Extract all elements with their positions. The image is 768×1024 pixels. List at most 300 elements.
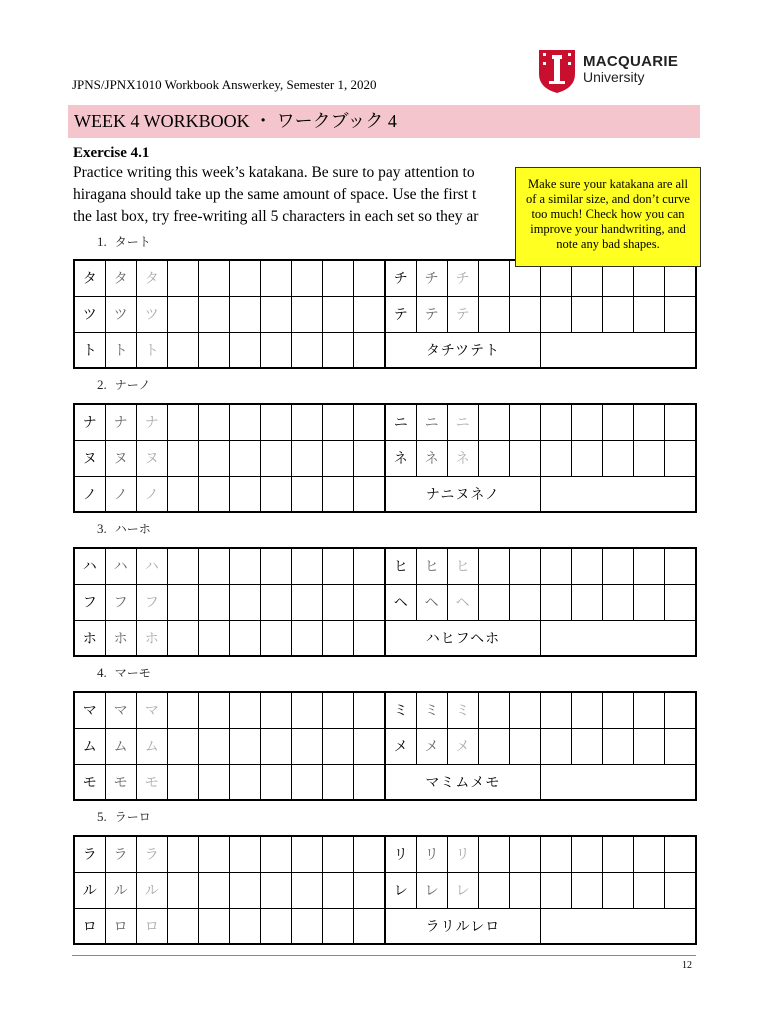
practice-cell — [509, 728, 540, 764]
trace-char-cell: ホ — [105, 620, 136, 656]
free-writing-space — [540, 476, 695, 512]
practice-cell — [572, 728, 603, 764]
practice-cell — [261, 404, 292, 440]
practice-cell — [261, 728, 292, 764]
practice-cell — [665, 692, 696, 728]
practice-cell — [478, 296, 509, 332]
practice-cell — [229, 620, 260, 656]
practice-cell — [572, 548, 603, 584]
trace-char-cell: ツ — [105, 296, 136, 332]
practice-cell — [572, 404, 603, 440]
practice-cell — [261, 908, 292, 944]
trace-char-cell: レ — [447, 872, 478, 908]
practice-cell — [540, 296, 571, 332]
practice-cell — [229, 728, 260, 764]
practice-cell — [261, 332, 292, 368]
practice-cell — [229, 584, 260, 620]
free-writing-cell: ラリルレロ — [385, 908, 540, 944]
practice-cell — [323, 260, 354, 296]
practice-cell — [665, 548, 696, 584]
practice-cell — [509, 836, 540, 872]
practice-cell — [261, 620, 292, 656]
practice-cell — [478, 728, 509, 764]
practice-cell — [261, 548, 292, 584]
practice-cell — [292, 296, 323, 332]
grid-row — [74, 728, 696, 764]
model-char-cell: モ — [74, 764, 105, 800]
trace-char-cell: ホ — [136, 620, 167, 656]
trace-char-cell: ナ — [105, 404, 136, 440]
practice-cell — [665, 296, 696, 332]
practice-cell — [603, 584, 634, 620]
practice-cell — [354, 764, 385, 800]
practice-cell — [167, 908, 198, 944]
practice-cell — [323, 692, 354, 728]
trace-char-cell: ム — [136, 728, 167, 764]
course-header: JPNS/JPNX1010 Workbook Answerkey, Semester 1, 2020 — [72, 77, 377, 92]
practice-cell — [540, 440, 571, 476]
practice-cell — [167, 332, 198, 368]
practice-cell — [634, 872, 665, 908]
practice-cell — [229, 476, 260, 512]
trace-char-cell: ル — [105, 872, 136, 908]
trace-char-cell: テ — [416, 296, 447, 332]
practice-cell — [323, 476, 354, 512]
practice-cell — [229, 260, 260, 296]
set-range: ハーホ — [114, 522, 151, 536]
model-char-cell: ハ — [74, 548, 105, 584]
trace-char-cell: ニ — [447, 404, 478, 440]
practice-cell — [292, 872, 323, 908]
practice-cell — [198, 764, 229, 800]
trace-char-cell: マ — [136, 692, 167, 728]
grid-row — [74, 296, 696, 332]
trace-char-cell: テ — [447, 296, 478, 332]
practice-cell — [540, 728, 571, 764]
model-char-cell: メ — [385, 728, 416, 764]
practice-cell — [540, 404, 571, 440]
practice-grid — [73, 259, 697, 369]
practice-cell — [603, 728, 634, 764]
practice-cell — [540, 584, 571, 620]
free-writing-space — [540, 620, 695, 656]
practice-cell — [167, 728, 198, 764]
practice-cell — [509, 872, 540, 908]
set-range: ナーノ — [114, 378, 151, 392]
practice-cell — [665, 728, 696, 764]
practice-cell — [572, 836, 603, 872]
practice-cell — [634, 728, 665, 764]
practice-cell — [540, 836, 571, 872]
practice-grid — [73, 835, 697, 945]
practice-cell — [323, 332, 354, 368]
trace-char-cell: ム — [105, 728, 136, 764]
model-char-cell: テ — [385, 296, 416, 332]
practice-cell — [509, 296, 540, 332]
trace-char-cell: リ — [416, 836, 447, 872]
practice-cell — [167, 440, 198, 476]
trace-char-cell: タ — [105, 260, 136, 296]
model-char-cell: ヌ — [74, 440, 105, 476]
trace-char-cell: ハ — [105, 548, 136, 584]
trace-char-cell: ロ — [136, 908, 167, 944]
practice-cell — [167, 476, 198, 512]
logo-subtitle: University — [583, 69, 645, 85]
grid-row — [74, 764, 696, 800]
practice-cell — [603, 440, 634, 476]
practice-cell — [354, 908, 385, 944]
practice-cell — [198, 332, 229, 368]
practice-cell — [261, 476, 292, 512]
grid-row — [74, 548, 696, 584]
practice-cell — [323, 440, 354, 476]
trace-char-cell: メ — [416, 728, 447, 764]
practice-cell — [509, 548, 540, 584]
practice-cell — [665, 584, 696, 620]
university-logo — [537, 48, 687, 94]
practice-cell — [229, 440, 260, 476]
practice-cell — [167, 584, 198, 620]
trace-char-cell: ラ — [136, 836, 167, 872]
practice-cell — [292, 836, 323, 872]
set-label — [97, 808, 151, 825]
practice-cell — [229, 296, 260, 332]
practice-cell — [323, 836, 354, 872]
trace-char-cell: ツ — [136, 296, 167, 332]
set-range: ラーロ — [114, 810, 151, 824]
practice-cell — [665, 404, 696, 440]
practice-cell — [540, 548, 571, 584]
trace-char-cell: タ — [136, 260, 167, 296]
practice-cell — [198, 260, 229, 296]
model-char-cell: ル — [74, 872, 105, 908]
practice-cell — [634, 548, 665, 584]
practice-cell — [634, 404, 665, 440]
practice-cell — [292, 332, 323, 368]
week-title-bar: WEEK 4 WORKBOOK ・ ワークブック 4 — [68, 105, 700, 138]
practice-cell — [292, 908, 323, 944]
practice-cell — [198, 548, 229, 584]
set-number: 2. — [97, 377, 107, 392]
trace-char-cell: ラ — [105, 836, 136, 872]
free-writing-cell: タチツテト — [385, 332, 540, 368]
model-char-cell: ホ — [74, 620, 105, 656]
practice-cell — [572, 584, 603, 620]
trace-char-cell: ハ — [136, 548, 167, 584]
practice-cell — [665, 872, 696, 908]
free-writing-space — [540, 908, 695, 944]
instruction-line: Practice writing this week’s katakana. Be sure to pay attention to — [73, 164, 475, 181]
model-char-cell: リ — [385, 836, 416, 872]
trace-char-cell: モ — [136, 764, 167, 800]
practice-cell — [603, 836, 634, 872]
trace-char-cell: ヒ — [416, 548, 447, 584]
practice-cell — [229, 764, 260, 800]
practice-cell — [167, 836, 198, 872]
practice-cell — [354, 620, 385, 656]
model-char-cell: ニ — [385, 404, 416, 440]
set-label — [97, 233, 151, 250]
practice-cell — [198, 476, 229, 512]
practice-cell — [354, 440, 385, 476]
grid-row — [74, 404, 696, 440]
practice-cell — [198, 908, 229, 944]
practice-cell — [323, 404, 354, 440]
practice-cell — [292, 692, 323, 728]
practice-cell — [167, 260, 198, 296]
logo-wordmark: MACQUARIE — [583, 53, 679, 70]
practice-cell — [665, 440, 696, 476]
practice-cell — [198, 296, 229, 332]
practice-cell — [354, 296, 385, 332]
set-number: 1. — [97, 234, 107, 249]
practice-cell — [167, 296, 198, 332]
practice-cell — [634, 440, 665, 476]
practice-cell — [509, 584, 540, 620]
practice-cell — [323, 584, 354, 620]
practice-cell — [354, 332, 385, 368]
trace-char-cell: ロ — [105, 908, 136, 944]
trace-char-cell: リ — [447, 836, 478, 872]
page-number: 12 — [682, 960, 692, 971]
practice-cell — [634, 296, 665, 332]
practice-cell — [354, 728, 385, 764]
trace-char-cell: マ — [105, 692, 136, 728]
free-writing-cell: ハヒフヘホ — [385, 620, 540, 656]
trace-char-cell: フ — [105, 584, 136, 620]
model-char-cell: ツ — [74, 296, 105, 332]
set-number: 3. — [97, 521, 107, 536]
practice-cell — [229, 332, 260, 368]
model-char-cell: ノ — [74, 476, 105, 512]
trace-char-cell: メ — [447, 728, 478, 764]
trace-char-cell: ナ — [136, 404, 167, 440]
practice-cell — [323, 296, 354, 332]
practice-cell — [354, 584, 385, 620]
practice-cell — [572, 296, 603, 332]
practice-cell — [167, 620, 198, 656]
grid-row — [74, 908, 696, 944]
practice-cell — [354, 404, 385, 440]
practice-cell — [509, 440, 540, 476]
practice-cell — [478, 440, 509, 476]
practice-cell — [261, 260, 292, 296]
practice-cell — [229, 908, 260, 944]
practice-cell — [634, 836, 665, 872]
practice-grid — [73, 691, 697, 801]
trace-char-cell: チ — [447, 260, 478, 296]
trace-char-cell: ネ — [416, 440, 447, 476]
trace-char-cell: ニ — [416, 404, 447, 440]
model-char-cell: ナ — [74, 404, 105, 440]
grid-row — [74, 440, 696, 476]
practice-cell — [354, 872, 385, 908]
trace-char-cell: チ — [416, 260, 447, 296]
practice-cell — [261, 440, 292, 476]
practice-cell — [292, 764, 323, 800]
practice-cell — [261, 764, 292, 800]
practice-cell — [167, 548, 198, 584]
practice-cell — [261, 692, 292, 728]
model-char-cell: ミ — [385, 692, 416, 728]
practice-cell — [354, 836, 385, 872]
trace-char-cell: ト — [136, 332, 167, 368]
practice-cell — [665, 836, 696, 872]
model-char-cell: ヘ — [385, 584, 416, 620]
practice-cell — [167, 764, 198, 800]
practice-cell — [572, 872, 603, 908]
practice-cell — [354, 476, 385, 512]
practice-cell — [198, 584, 229, 620]
practice-cell — [198, 836, 229, 872]
practice-cell — [229, 404, 260, 440]
instruction-line: hiragana should take up the same amount of space. Use the first t — [73, 186, 477, 203]
grid-row — [74, 476, 696, 512]
practice-cell — [198, 728, 229, 764]
practice-cell — [572, 692, 603, 728]
trace-char-cell: ヒ — [447, 548, 478, 584]
instruction-line: the last box, try free-writing all 5 characters in each set so they ar — [73, 208, 479, 225]
trace-char-cell: ヘ — [447, 584, 478, 620]
grid-row — [74, 620, 696, 656]
model-char-cell: ト — [74, 332, 105, 368]
model-char-cell: フ — [74, 584, 105, 620]
model-char-cell: ロ — [74, 908, 105, 944]
practice-cell — [603, 872, 634, 908]
practice-cell — [540, 692, 571, 728]
model-char-cell: マ — [74, 692, 105, 728]
practice-cell — [229, 872, 260, 908]
trace-char-cell: ミ — [416, 692, 447, 728]
practice-cell — [603, 548, 634, 584]
model-char-cell: タ — [74, 260, 105, 296]
practice-cell — [229, 548, 260, 584]
practice-cell — [167, 692, 198, 728]
practice-cell — [198, 440, 229, 476]
set-number: 5. — [97, 809, 107, 824]
tip-callout: Make sure your katakana are all of a similar size, and don’t curve too much! Check how you can improve your handwriting, and note any bad shapes. — [515, 167, 701, 267]
practice-cell — [261, 584, 292, 620]
set-label — [97, 520, 151, 537]
practice-cell — [292, 260, 323, 296]
grid-row — [74, 692, 696, 728]
practice-cell — [634, 692, 665, 728]
practice-cell — [167, 872, 198, 908]
footer-divider — [72, 955, 696, 956]
practice-cell — [478, 548, 509, 584]
practice-grid — [73, 403, 697, 513]
practice-cell — [198, 872, 229, 908]
set-range: タート — [114, 235, 151, 249]
practice-cell — [292, 404, 323, 440]
practice-cell — [261, 836, 292, 872]
practice-cell — [261, 872, 292, 908]
practice-cell — [478, 872, 509, 908]
trace-char-cell: ミ — [447, 692, 478, 728]
practice-cell — [292, 476, 323, 512]
practice-cell — [354, 260, 385, 296]
practice-cell — [167, 404, 198, 440]
practice-cell — [509, 692, 540, 728]
practice-cell — [261, 296, 292, 332]
practice-cell — [292, 440, 323, 476]
trace-char-cell: レ — [416, 872, 447, 908]
set-label — [97, 664, 151, 681]
practice-cell — [540, 872, 571, 908]
set-number: 4. — [97, 665, 107, 680]
trace-char-cell: ト — [105, 332, 136, 368]
free-writing-cell: ナニヌネノ — [385, 476, 540, 512]
practice-cell — [478, 584, 509, 620]
free-writing-space — [540, 332, 695, 368]
grid-row — [74, 332, 696, 368]
practice-cell — [603, 296, 634, 332]
free-writing-space — [540, 764, 695, 800]
model-char-cell: ラ — [74, 836, 105, 872]
practice-cell — [478, 692, 509, 728]
trace-char-cell: フ — [136, 584, 167, 620]
practice-cell — [354, 548, 385, 584]
practice-cell — [478, 836, 509, 872]
trace-char-cell: ノ — [105, 476, 136, 512]
practice-cell — [292, 620, 323, 656]
practice-cell — [478, 404, 509, 440]
exercise-title: Exercise 4.1 — [73, 145, 150, 161]
trace-char-cell: ネ — [447, 440, 478, 476]
grid-row — [74, 872, 696, 908]
model-char-cell: ヒ — [385, 548, 416, 584]
practice-cell — [478, 260, 509, 296]
trace-char-cell: ヌ — [136, 440, 167, 476]
practice-cell — [603, 692, 634, 728]
trace-char-cell: ヌ — [105, 440, 136, 476]
practice-cell — [198, 404, 229, 440]
model-char-cell: ム — [74, 728, 105, 764]
lighthouse-crest-icon — [537, 48, 577, 94]
model-char-cell: チ — [385, 260, 416, 296]
trace-char-cell: ヘ — [416, 584, 447, 620]
practice-cell — [603, 404, 634, 440]
practice-cell — [509, 404, 540, 440]
practice-cell — [323, 548, 354, 584]
practice-cell — [572, 440, 603, 476]
practice-cell — [292, 548, 323, 584]
practice-cell — [323, 872, 354, 908]
trace-char-cell: ノ — [136, 476, 167, 512]
practice-cell — [354, 692, 385, 728]
practice-cell — [198, 692, 229, 728]
practice-cell — [323, 728, 354, 764]
grid-row — [74, 584, 696, 620]
practice-cell — [323, 620, 354, 656]
practice-cell — [323, 908, 354, 944]
practice-cell — [229, 836, 260, 872]
set-label — [97, 376, 151, 393]
grid-row — [74, 836, 696, 872]
practice-cell — [229, 692, 260, 728]
practice-cell — [634, 584, 665, 620]
trace-char-cell: モ — [105, 764, 136, 800]
free-writing-cell: マミムメモ — [385, 764, 540, 800]
practice-grid — [73, 547, 697, 657]
set-range: マーモ — [114, 666, 151, 680]
trace-char-cell: ル — [136, 872, 167, 908]
practice-cell — [198, 620, 229, 656]
model-char-cell: レ — [385, 872, 416, 908]
practice-cell — [292, 728, 323, 764]
practice-cell — [292, 584, 323, 620]
model-char-cell: ネ — [385, 440, 416, 476]
